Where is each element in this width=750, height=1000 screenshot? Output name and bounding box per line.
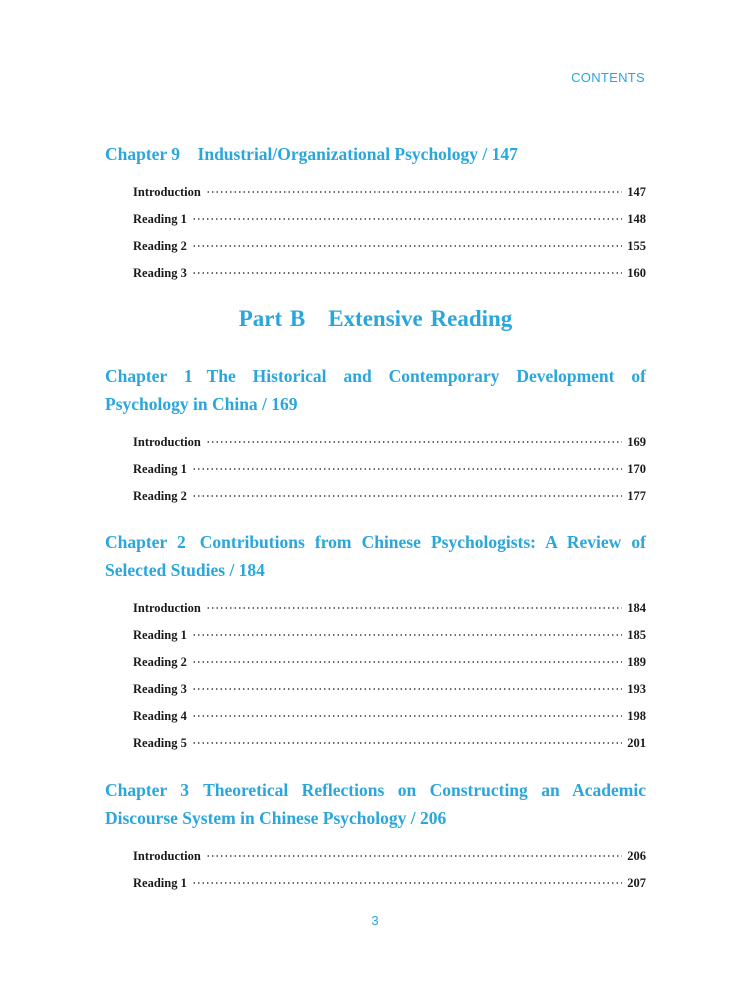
entry-page: 193 <box>627 682 646 696</box>
dot-leader <box>206 855 622 857</box>
entry-label: Reading 1 <box>133 876 187 890</box>
part-heading[interactable]: Part B Extensive Reading <box>238 306 513 331</box>
entry-page: 170 <box>627 462 646 476</box>
chapter-heading[interactable]: Chapter 9 Industrial/Organizational Psychology / 147 <box>105 144 518 164</box>
entry-page: 198 <box>627 709 646 723</box>
chapter-title: Contributions from Chinese Psychologists: A Review of Selected Studies / 184 <box>105 532 646 580</box>
dot-leader <box>192 218 622 220</box>
toc-entry[interactable] <box>133 622 646 649</box>
entry-label: Introduction <box>133 435 201 449</box>
dot-leader <box>192 245 622 247</box>
dot-leader <box>206 607 622 609</box>
entry-page: 177 <box>627 489 646 503</box>
entry-label: Reading 1 <box>133 462 187 476</box>
entry-page: 148 <box>627 212 646 226</box>
entry-label: Introduction <box>133 849 201 863</box>
chapter-number: Chapter 2 <box>105 532 186 552</box>
toc-entry[interactable] <box>133 456 646 483</box>
chapter-heading[interactable] <box>105 528 646 584</box>
entry-label: Reading 2 <box>133 655 187 669</box>
entry-label: Reading 2 <box>133 489 187 503</box>
toc-entry[interactable] <box>133 206 646 233</box>
entry-page: 201 <box>627 736 646 750</box>
toc-entry[interactable] <box>133 595 646 622</box>
page-number: 3 <box>371 913 379 928</box>
entry-label: Reading 3 <box>133 682 187 696</box>
entry-page: 207 <box>627 876 646 890</box>
entry-label: Reading 5 <box>133 736 187 750</box>
toc-entry[interactable] <box>133 483 646 510</box>
dot-leader <box>192 272 622 274</box>
entry-page: 147 <box>627 185 646 199</box>
dot-leader <box>192 742 622 744</box>
dot-leader <box>206 191 622 193</box>
toc-entry[interactable] <box>133 429 646 456</box>
toc-entry[interactable] <box>133 703 646 730</box>
entry-label: Introduction <box>133 185 201 199</box>
dot-leader <box>192 715 622 717</box>
chapter-title: The Historical and Contemporary Development of Psychology in China / 169 <box>105 366 646 414</box>
entry-label: Reading 2 <box>133 239 187 253</box>
entry-label: Introduction <box>133 601 201 615</box>
entry-label: Reading 3 <box>133 266 187 280</box>
toc-entry[interactable] <box>133 676 646 703</box>
chapter-number: Chapter 1 <box>105 366 193 386</box>
dot-leader <box>192 634 622 636</box>
entry-page: 185 <box>627 628 646 642</box>
toc-entry[interactable] <box>133 870 646 897</box>
entry-label: Reading 1 <box>133 628 187 642</box>
entry-label: Reading 4 <box>133 709 187 723</box>
entry-page: 206 <box>627 849 646 863</box>
entry-page: 184 <box>627 601 646 615</box>
chapter-heading[interactable] <box>105 776 646 832</box>
dot-leader <box>192 882 622 884</box>
chapter-entries <box>133 595 646 757</box>
entry-page: 160 <box>627 266 646 280</box>
toc-entry[interactable] <box>133 730 646 757</box>
entry-page: 155 <box>627 239 646 253</box>
chapter-heading[interactable] <box>105 362 646 418</box>
toc-entry[interactable] <box>133 233 646 260</box>
toc-entry[interactable] <box>133 649 646 676</box>
toc-entry[interactable] <box>133 843 646 870</box>
toc-entry[interactable] <box>133 260 646 287</box>
running-header: CONTENTS <box>571 70 645 85</box>
chapter-entries <box>133 179 646 287</box>
chapter-number: Chapter 3 <box>105 780 190 800</box>
entry-page: 169 <box>627 435 646 449</box>
dot-leader <box>192 688 622 690</box>
dot-leader <box>206 441 622 443</box>
entry-page: 189 <box>627 655 646 669</box>
chapter-entries <box>133 843 646 897</box>
dot-leader <box>192 468 622 470</box>
chapter-title: Theoretical Reflections on Constructing an Academic Discourse System in Chinese Psychology / 206 <box>105 780 646 828</box>
dot-leader <box>192 495 622 497</box>
chapter-entries <box>133 429 646 510</box>
entry-label: Reading 1 <box>133 212 187 226</box>
toc-entry[interactable] <box>133 179 646 206</box>
dot-leader <box>192 661 622 663</box>
